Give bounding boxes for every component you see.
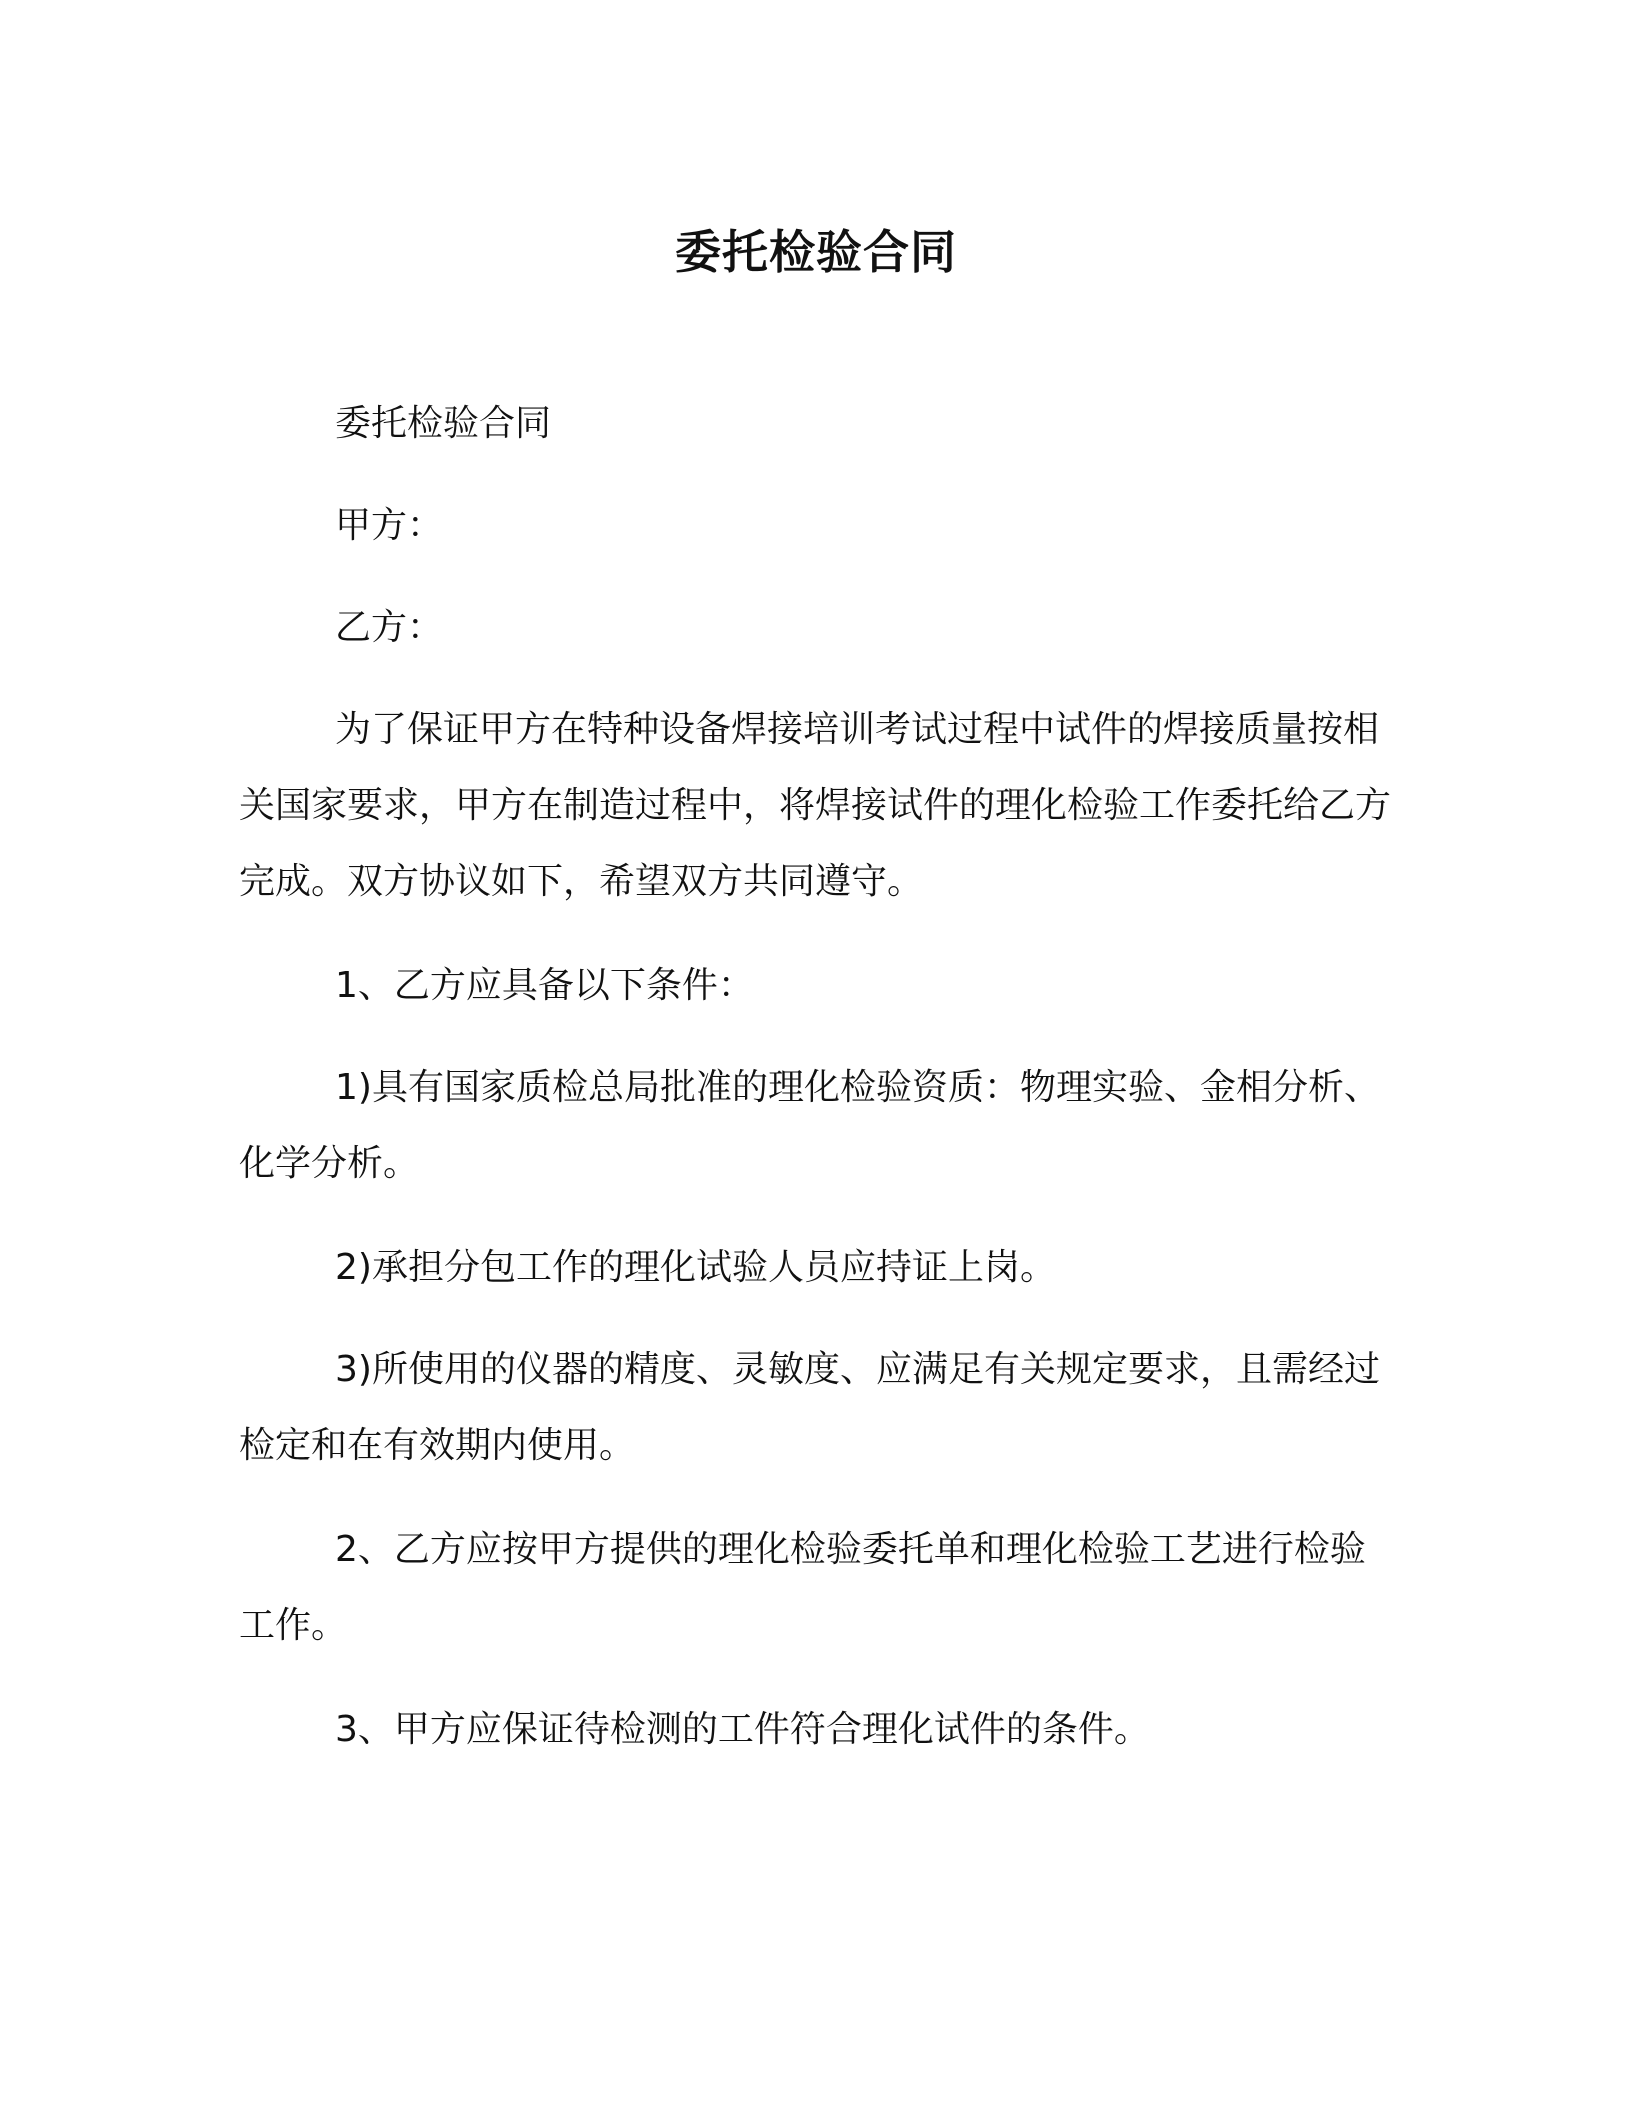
intro-paragraph: 为了保证甲方在特种设备焊接培训考试过程中试件的焊接质量按相关国家要求，甲方在制造过程中，将焊接试件的理化检验工作委托给乙方完成。双方协议如下，希望双方共同遵守。 [239, 709, 1392, 902]
clause-1-sub-3: 3)所使用的仪器的精度、灵敏度、应满足有关规定要求，且需经过检定和在有效期内使用。 [239, 1349, 1380, 1466]
clause-3: 3、甲方应保证待检测的工件符合理化试件的条件。 [335, 1709, 1150, 1750]
party-a-line: 甲方： [335, 505, 444, 546]
clause-1-sub-1: 1)具有国家质检总局批准的理化检验资质：物理实验、金相分析、化学分析。 [239, 1067, 1380, 1184]
clause-1-sub-2: 2)承担分包工作的理化试验人员应持证上岗。 [335, 1247, 1056, 1288]
document-title: 委托检验合同 [675, 225, 957, 279]
clause-2: 2、乙方应按甲方提供的理化检验委托单和理化检验工艺进行检验工作。 [239, 1529, 1366, 1646]
contract-subtitle: 委托检验合同 [335, 403, 552, 444]
clause-1: 1、乙方应具备以下条件： [335, 965, 754, 1006]
party-b-line: 乙方： [335, 607, 444, 648]
